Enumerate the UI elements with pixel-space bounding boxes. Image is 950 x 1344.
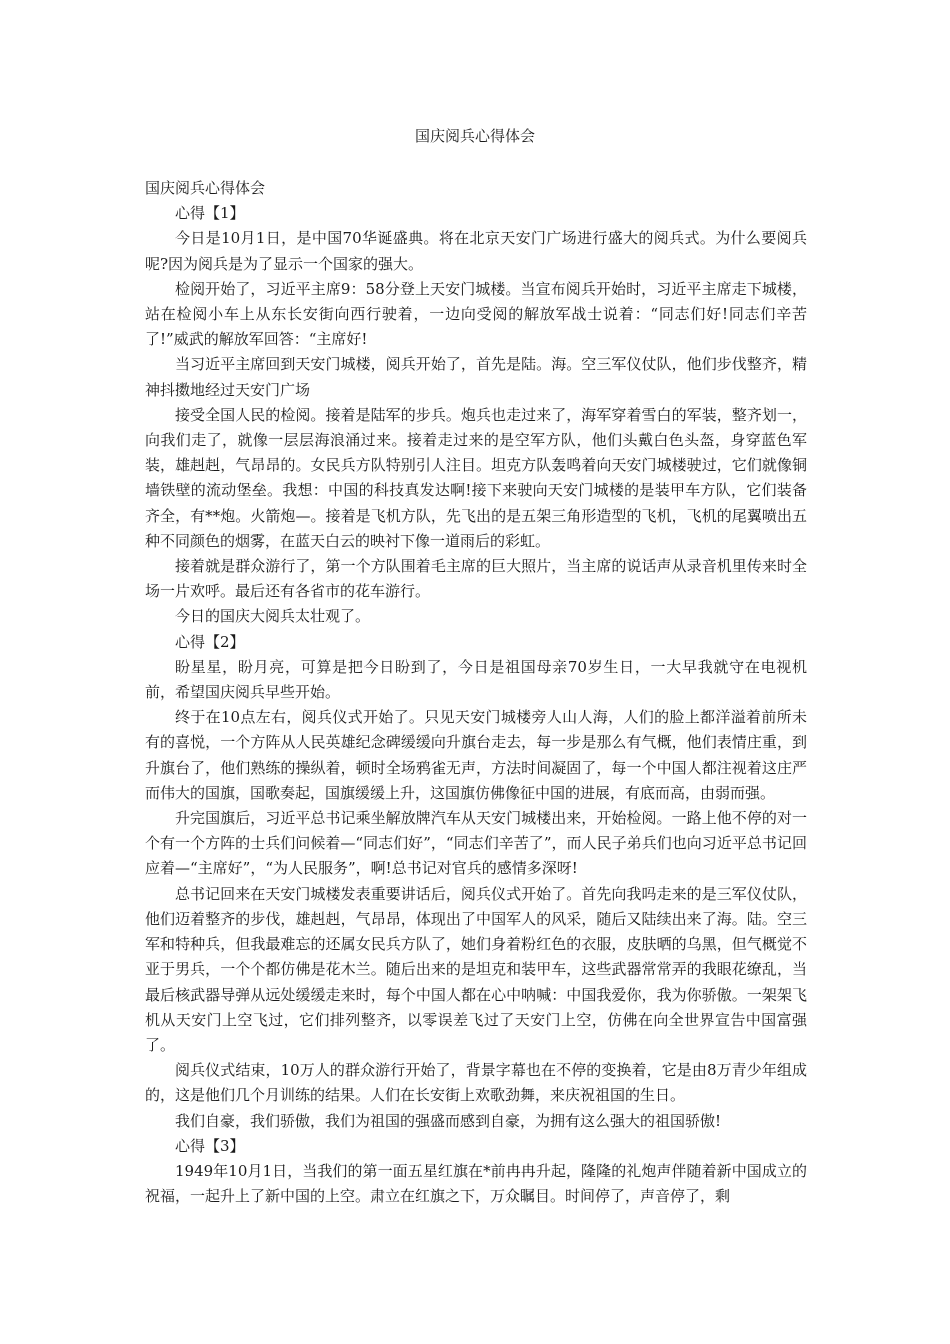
paragraph: 阅兵仪式结束，10万人的群众游行开始了，背景字幕也在不停的变换着，它是由8万青少年组成的，这是他们几个月训练的结果。人们在长安街上欢歌劲舞，来庆祝祖国的生日。	[145, 1061, 807, 1105]
section-heading-3: 心得【3】	[175, 1136, 245, 1155]
paragraph: 接着就是群众游行了，第一个方队围着毛主席的巨大照片，当主席的说话声从录音机里传来时全场一片欢呼。最后还有各省市的花车游行。	[145, 557, 807, 601]
document-body	[145, 176, 807, 1209]
section-heading-1: 心得【1】	[175, 204, 245, 223]
document-title: 国庆阅兵心得体会	[414, 127, 535, 145]
paragraph: 当习近平主席回到天安门城楼，阅兵开始了，首先是陆。海。空三军仪仗队，他们步伐整齐，精神抖擞地经过天安门广场	[145, 355, 807, 399]
paragraph: 总书记回来在天安门城楼发表重要讲话后，阅兵仪式开始了。首先向我吗走来的是三军仪仗队，他们迈着整齐的步伐，雄赳赳，气昂昂，体现出了中国军人的风采，随后又陆续出来了海。陆。空三军和特种兵，但我最难忘的还属女民兵方队了，她们身着粉红色的衣服，皮肤晒的乌黑，但气概觉不亚于男兵，一个个都仿佛是花木兰。随后出来的是坦克和装甲车，这些武器常常弄的我眼花缭乱，当最后核武器导弹从远处缓缓走来时，每个中国人都在心中呐喊：中国我爱你，我为你骄傲。一架架飞机从天安门上空飞过，它们排列整齐，以零误差飞过了天安门上空，仿佛在向全世界宣告中国富强了。	[145, 884, 807, 1054]
paragraph: 我们自豪，我们骄傲，我们为祖国的强盛而感到自豪，为拥有这么强大的祖国骄傲!	[175, 1111, 722, 1130]
paragraph: 今日的国庆大阅兵太壮观了。	[175, 607, 371, 626]
paragraph: 检阅开始了，习近平主席9：58分登上天安门城楼。当宣布阅兵开始时，习近平主席走下城楼，站在检阅小车上从东长安街向西行驶着，一边向受阅的解放军战士说着：“同志们好!同志们辛苦了!”威武的解放军回答：“主席好!	[145, 279, 807, 349]
paragraph: 终于在10点左右，阅兵仪式开始了。只见天安门城楼旁人山人海，人们的脸上都洋溢着前所未有的喜悦，一个方阵从人民英雄纪念碑缓缓向升旗台走去，每一步是那么有气概，他们表情庄重，到升旗台了，他们熟练的操纵着，顿时全场鸦雀无声，方法时间凝固了，每一个中国人都注视着这庄严而伟大的国旗，国歌奏起，国旗缓缓上升，这国旗仿佛像征中国的进展，有底而高，由弱而强。	[145, 708, 807, 802]
paragraph: 盼星星，盼月亮，可算是把今日盼到了，今日是祖国母亲70岁生日，一大早我就守在电视机前，希望国庆阅兵早些开始。	[145, 657, 807, 702]
paragraph: 接受全国人民的检阅。接着是陆军的步兵。炮兵也走过来了，海军穿着雪白的军装，整齐划一，向我们走了，就像一层层海浪涌过来。接着走过来的是空军方队，他们头戴白色头盔，身穿蓝色军装，雄赳赳，气昂昂的。女民兵方队特别引人注目。坦克方队轰鸣着向天安门城楼驶过，它们就像铜墙铁壁的流动堡垒。我想：中国的科技真发达啊!接下来驶向天安门城楼的是装甲车方队，它们装备齐全，有**炮。火箭炮—。接着是飞机方队，先飞出的是五架三角形造型的飞机，飞机的尾翼喷出五种不同颜色的烟雾，在蓝天白云的映衬下像一道雨后的彩虹。	[145, 405, 807, 550]
paragraph: 升完国旗后，习近平总书记乘坐解放牌汽车从天安门城楼出来，开始检阅。一路上他不停的对一个有一个方阵的士兵们问候着—“同志们好”，“同志们辛苦了”，而人民子弟兵们也向习近平总书记回应着—“主席好”，“为人民服务”，啊!总书记对官兵的感情多深呀!	[145, 809, 807, 878]
paragraph: 今日是10月1日，是中国70华诞盛典。将在北京天安门广场进行盛大的阅兵式。为什么要阅兵呢?因为阅兵是为了显示一个国家的强大。	[145, 229, 807, 273]
paragraph: 1949年10月1日，当我们的第一面五星红旗在*前冉冉升起，隆隆的礼炮声伴随着新中国成立的祝福，一起升上了新中国的上空。肃立在红旗之下，万众瞩目。时间停了，声音停了，剩	[145, 1161, 807, 1206]
section-heading-2: 心得【2】	[175, 632, 245, 651]
document-subtitle: 国庆阅兵心得体会	[145, 179, 266, 197]
